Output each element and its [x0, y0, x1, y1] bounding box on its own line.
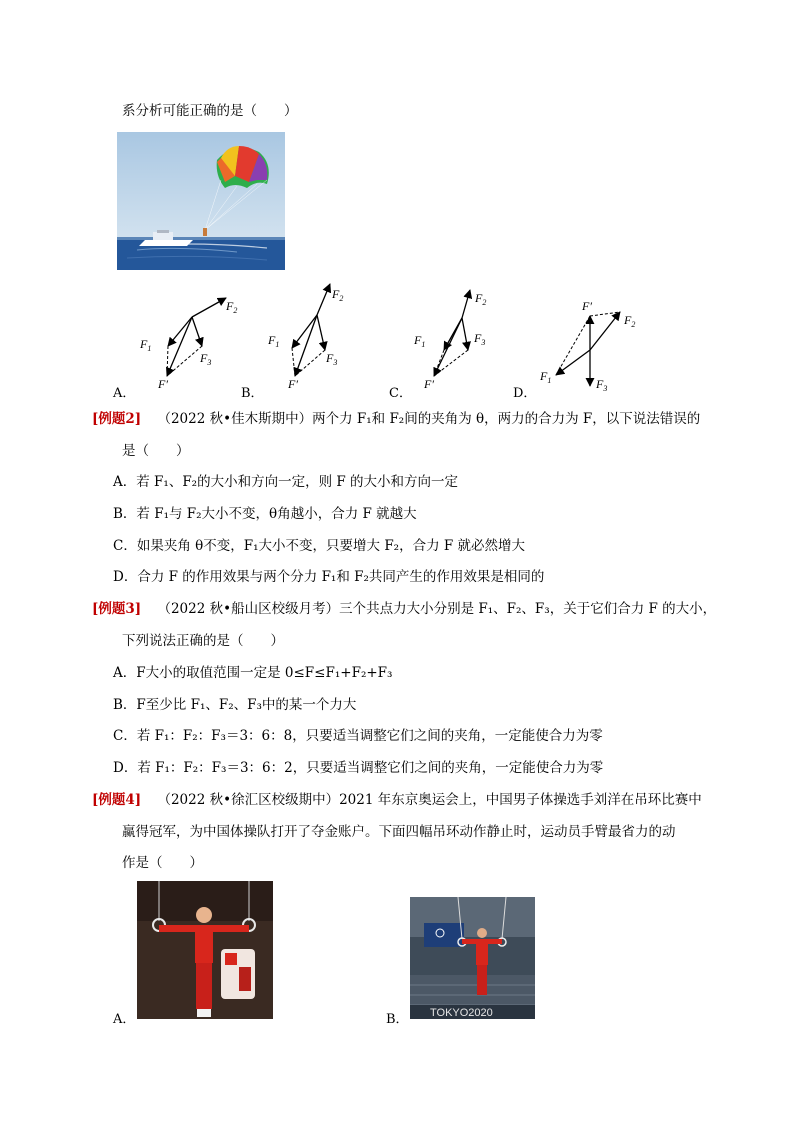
question-3-stem-2: 下列说法正确的是（ ） [122, 633, 284, 649]
question-2-option-c[interactable]: C．如果夹角 θ不变，F₁大小不变，只要增大 F₂，合力 F 就必然增大 [113, 538, 526, 554]
parasailing-photo [117, 132, 285, 270]
question-2-option-b[interactable]: B．若 F₁与 F₂大小不变，θ角越小，合力 F 就越大 [113, 506, 417, 522]
question-3-option-c[interactable]: C．若 F₁：F₂：F₃＝3：6：8，只要适当调整它们之间的夹角，一定能使合力为零 [113, 728, 603, 744]
svg-text:F′: F′ [582, 299, 592, 313]
question-2-stem [92, 410, 700, 428]
force-diagram-b [267, 284, 343, 391]
question-3-stem-text: （2022 秋•船山区校级月考）三个共点力大小分别是 F₁、F₂、F₃，关于它们合力 F 的大小， [157, 601, 717, 617]
force-diagram-d [539, 299, 635, 393]
question-3-option-b[interactable]: B．F至少比 F₁、F₂、F₃中的某一个力大 [113, 697, 357, 713]
question-4-stem-3: 作是（ ） [122, 855, 203, 871]
question-2-tag: [例题2] [92, 411, 142, 427]
photo-option-b[interactable]: B． [386, 1012, 409, 1027]
svg-text:F′: F′ [158, 377, 168, 391]
question-3-option-a[interactable]: A．F大小的取值范围一定是 0≤F≤F₁+F₂+F₃ [113, 665, 393, 681]
question-2-stem-text: （2022 秋•佳木斯期中）两个力 F₁和 F₂间的夹角为 θ，两力的合力为 F，以下说法错误的 [157, 411, 701, 427]
question-3-tag: [例题3] [92, 601, 142, 617]
svg-text:F2: $F_2$ [332, 287, 344, 303]
question-4-stem-text: （2022 秋•徐汇区校级期中）2021 年东京奥运会上，中国男子体操选手刘洋在吊环比赛中 [157, 792, 702, 808]
question-3-option-d[interactable]: D．若 F₁：F₂：F₃＝3：6：2，只要适当调整它们之间的夹角，一定能使合力为零 [113, 760, 604, 776]
svg-text:F3: $F_3$ [200, 351, 212, 367]
diagram-option-a[interactable]: A． [113, 386, 136, 401]
question-4-stem [92, 791, 702, 809]
svg-text:F1: $F_1$ [268, 333, 280, 349]
svg-text:F3: $F_3$ [474, 331, 486, 347]
diagram-option-d[interactable]: D． [513, 386, 537, 401]
force-diagram-c [413, 290, 486, 391]
question-3-stem [92, 600, 716, 618]
photo-option-a[interactable]: A． [113, 1012, 136, 1027]
question-2-option-d[interactable]: D．合力 F 的作用效果与两个分力 F₁和 F₂共同产生的作用效果是相同的 [113, 569, 545, 585]
question-2-stem-2: 是（ ） [122, 443, 190, 459]
svg-text:F3: $F_3$ [326, 351, 338, 367]
rings-photo-a[interactable] [137, 881, 273, 1019]
diagram-option-c[interactable]: C． [389, 386, 412, 401]
svg-text:F2: $F_2$ [475, 291, 487, 307]
question-4-stem-2: 赢得冠军，为中国体操队打开了夺金账户。下面四幅吊环动作静止时，运动员手臂最省力的动 [122, 824, 676, 840]
svg-text:F1: $F_1$ [414, 333, 426, 349]
svg-text:F′: F′ [424, 377, 434, 391]
rings-photo-b[interactable] [410, 897, 535, 1019]
question-2-option-a[interactable]: A．若 F₁、F₂的大小和方向一定，则 F 的大小和方向一定 [113, 474, 459, 490]
svg-text:F3: $F_3$ [596, 377, 608, 393]
photo-b-banner-text: TOKYO2020 [430, 1007, 493, 1019]
question-4-tag: [例题4] [92, 792, 142, 808]
question-stem-continuation: 系分析可能正确的是（ ） [122, 103, 298, 119]
svg-text:F1: $F_1$ [540, 369, 552, 385]
svg-text:F′: F′ [288, 377, 298, 391]
svg-text:F1: $F_1$ [140, 337, 152, 353]
diagram-option-b[interactable]: B． [241, 386, 264, 401]
force-diagram-a [139, 298, 237, 391]
svg-text:F2: $F_2$ [226, 299, 238, 315]
svg-text:F2: $F_2$ [624, 313, 636, 329]
